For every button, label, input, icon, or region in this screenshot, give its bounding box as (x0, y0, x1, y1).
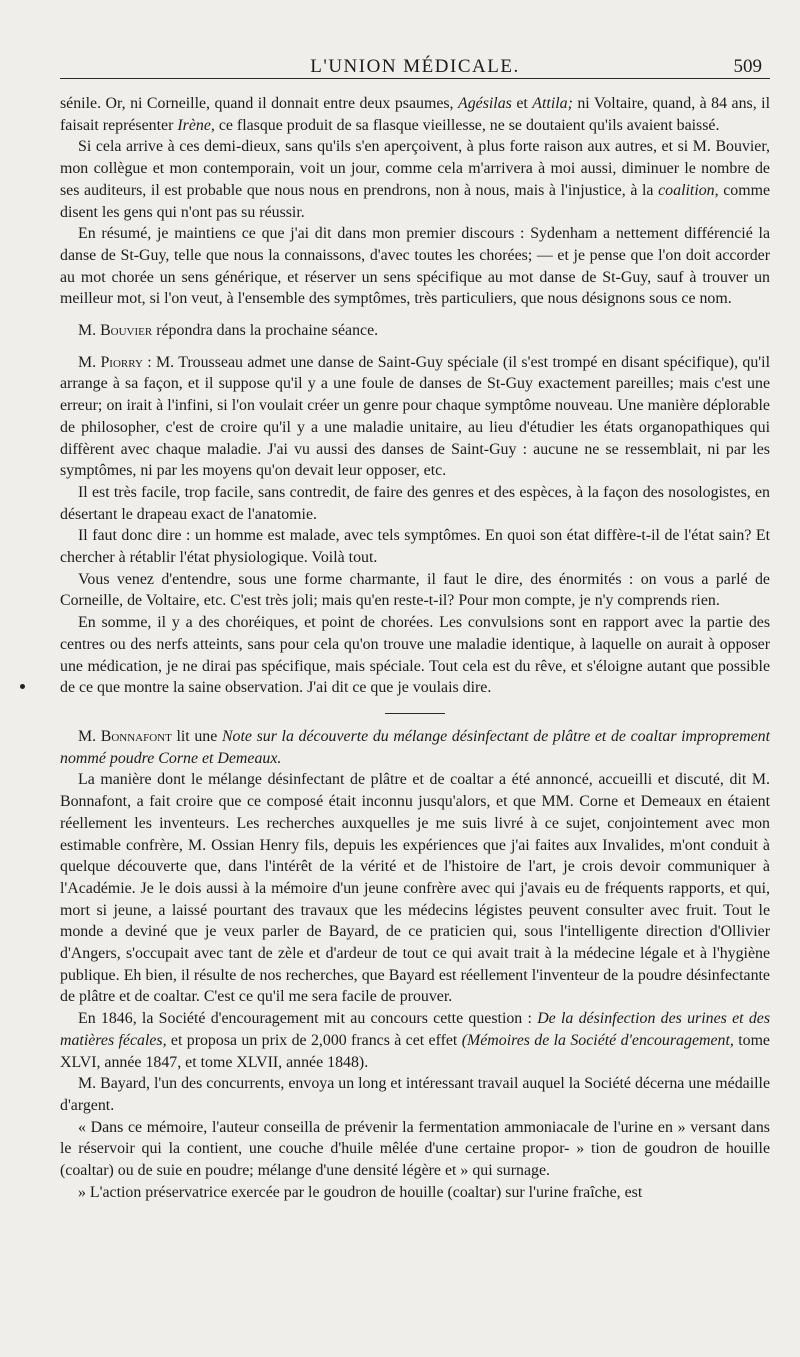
article-body (60, 79, 770, 1203)
page-number: 509 (733, 56, 762, 77)
journal-title: L'UNION MÉDICALE. (310, 56, 520, 77)
section-divider (385, 713, 445, 714)
paragraph: Vous venez d'entendre, sous une forme charmante, il faut le dire, des énormités : on vous a parlé de Corneille, de Voltaire, etc. C'est très joli; mais qu'en reste-t-il? Pour mon compte, je n'y comprends rien. (60, 570, 770, 610)
quotation: » L'action préservatrice exercée par le goudron de houille (coaltar) sur l'urine fraîche, est (78, 1183, 643, 1201)
paragraph: sénile. Or, ni Corneille, quand il donnait entre deux psaumes, Agésilas et Attila; ni Voltaire, quand, à 84 ans, il faisait représenter Irène, ce flasque produit de sa flasque vieillesse, ne se doutaient qu'ils avaient baissé. (60, 95, 770, 134)
paragraph: La manière dont le mélange désinfectant de plâtre et de coaltar a été annoncé, accueilli et discuté, dit M. Bonnafont, a fait croire que ce composé était inconnu jusqu'alors, et que MM. Corne et Demeaux en étaient réellement les inventeurs. Les recherches auxquelles je me suis livré à ce sujet, conjointement avec mon estimable confrère, M. Ossian Henry fils, depuis les expériences que j'ai faites aux Invalides, m'ont conduit à quelque découverte que, dans l'intérêt de la vérité et de l'histoire de l'art, je crois devoir communiquer à l'Académie. Je le dois aussi à la mémoire d'un jeune confrère avec qui j'avais eu de fréquents rapports, et qui, mort si jeune, a laissé pourtant des travaux que les médecins légistes peuvent consulter avec fruit. Tout le monde a deviné que je veux parler de Bayard, de ce praticien qui, sous l'intelligente direction d'Ollivier d'Angers, s'occupait avec tant de zèle et d'ardeur de tout ce qui avait trait à la médecine légale et à l'hygiène publique. Eh bien, il résulte de nos recherches, que Bayard est réellement l'inventeur de la poudre désinfectante de plâtre et de coaltar. C'est ce qu'il me sera facile de prouver. (60, 771, 770, 1006)
margin-dot (20, 684, 25, 689)
paragraph: En résumé, je maintiens ce que j'ai dit dans mon premier discours : Sydenham a nettement différencié la danse de St-Guy, telle que nous la connaissons, d'avec toutes les chorées; — et je pense que l'on doit accorder au mot chorée un sens générique, et réserver un sens spécifique au mot danse de St-Guy, sauf à trouver un meilleur mot, si l'on veut, à l'ensemble des symptômes, très particuliers, que nous désignons sous ce nom. (60, 225, 770, 308)
paragraph: En 1846, la Société d'encouragement mit au concours cette question : De la désinfection des urines et des matières fécales, et proposa un prix de 2,000 francs à cet effet (Mémoires de la Société d'encouragement, tome XLVI, année 1847, et tome XLVII, année 1848). (60, 1010, 771, 1071)
paragraph: En somme, il y a des choréiques, et point de chorées. Les convulsions sont en rapport avec la partie des centres ou des nerfs atteints, sans pour cela qu'on trouve une maladie identique, à laquelle on aurait à opposer une médication, je ne dirai pas spécifique, mais spéciale. Tout cela est du rêve, et s'éloigne autant que possible de ce que montre la saine observation. J'ai dit ce que je voulais dire. (60, 614, 770, 697)
speaker-paragraph: M. Bonnafont lit une Note sur la découverte du mélange désinfectant de plâtre et de coaltar improprement nommé poudre Corne et Demeaux. (60, 727, 770, 767)
paragraph: M. Bayard, l'un des concurrents, envoya un long et intéressant travail auquel la Société décerna une médaille d'argent. (60, 1075, 770, 1114)
speaker-name: M. Bonnafont (78, 727, 172, 745)
speaker-paragraph: M. Bouvier répondra dans la prochaine séance. (78, 322, 379, 340)
note-title: Note sur la découverte du mélange désinfectant de plâtre et de coaltar improprement nommé poudre Corne et Demeaux. (60, 727, 770, 767)
paragraph: Il faut donc dire : un homme est malade, avec tels symptômes. En quoi son état diffère-t-il de l'état sain? Et chercher à rétablir l'état physiologique. Voilà tout. (60, 527, 770, 567)
speaker-paragraph: M. Piorry : M. Trousseau admet une danse de Saint-Guy spéciale (il s'est trompé en disant spécifique), qu'il arrange à sa façon, et il suppose qu'il y a une foule de danses de St-Guy exactement pareilles; mais c'est une erreur; on irait à l'infini, si l'on voulait créer un genre pour chaque symptôme nouveau. Une manière déplorable de philosopher, c'est de croire qu'il y a une maladie unitaire, au lieu d'étudier les états organopathiques qui diffèrent avec chaque maladie. J'ai vu aussi des danses de Saint-Guy : aucune ne se ressemblait, ni par les symptômes, ni par les moyens qu'on devait leur opposer, etc. (60, 353, 771, 480)
quotation: « Dans ce mémoire, l'auteur conseilla de prévenir la fermentation ammoniacale de l'urine en » versant dans le réservoir qui la contient, une couche d'huile mêlée d'une certaine propor- » tion de goudron de houille (coaltar) ou de suie en poudre; mélange d'une densité légère et » qui surnage. (60, 1118, 770, 1180)
paragraph: Il est très facile, trop facile, sans contredit, de faire des genres et des espèces, à la façon des nosologistes, en désertant le drapeau exact de l'anatomie. (60, 483, 770, 523)
speaker-name: M. Bouvier (78, 322, 153, 340)
speaker-name: M. Piorry (78, 353, 143, 371)
paragraph: Si cela arrive à ces demi-dieux, sans qu'ils s'en aperçoivent, à plus forte raison aux autres, et si M. Bouvier, mon collègue et mon contemporain, voit un jour, comme cela m'arrivera à moi aussi, diminuer le nombre de ses auditeurs, il est probable que nous nous en prendrons, non à nous, mais à l'injustice, à la coalition, comme disent les gens qui n'ont pas su réussir. (60, 138, 770, 221)
running-header (60, 0, 770, 79)
